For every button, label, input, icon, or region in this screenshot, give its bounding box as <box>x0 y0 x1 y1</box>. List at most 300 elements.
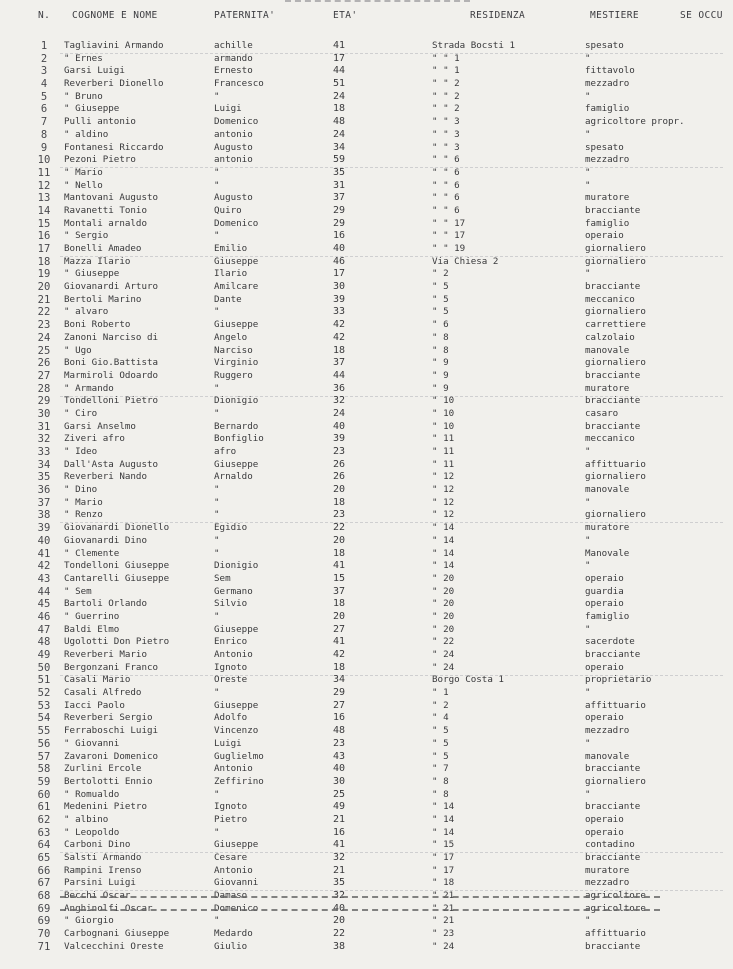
row-trade: agricoltore propr. <box>585 116 685 128</box>
row-age: 40 <box>333 243 346 254</box>
row-trade: " <box>585 128 591 140</box>
row-age: 30 <box>333 775 346 787</box>
row-paternity: Zeffirino <box>214 775 264 787</box>
row-age: 18 <box>333 496 346 508</box>
row-name: " Sem <box>64 585 92 597</box>
row-number: 25 <box>37 344 51 357</box>
row-paternity: Ignoto <box>214 801 248 813</box>
row-age: 34 <box>333 674 346 686</box>
row-trade: affittuario <box>585 699 646 711</box>
row-residence: " 9 <box>432 357 449 369</box>
row-residence: " 12 <box>432 471 455 483</box>
row-trade: contadino <box>585 839 635 851</box>
row-paternity: " <box>214 915 220 927</box>
row-trade: proprietario <box>585 674 652 686</box>
register-row <box>0 357 733 370</box>
row-number: 71 <box>37 940 51 953</box>
row-residence: " 5 <box>432 293 449 305</box>
row-number: 66 <box>37 864 51 877</box>
row-paternity: Angelo <box>214 331 248 343</box>
row-residence: " 17 <box>432 852 455 863</box>
row-paternity: Cesare <box>214 852 248 863</box>
row-paternity: Ruggero <box>214 369 253 381</box>
row-residence: " 22 <box>432 636 455 648</box>
row-residence: " " 6 <box>432 192 460 204</box>
row-number: 9 <box>40 141 48 154</box>
register-row <box>0 129 733 142</box>
register-row <box>0 839 733 852</box>
row-residence: " " 6 <box>432 154 460 166</box>
row-trade: " <box>585 90 591 102</box>
row-paternity: Francesco <box>214 78 264 90</box>
row-number: 7 <box>40 116 48 129</box>
row-residence: " " 3 <box>432 116 460 128</box>
row-age: 35 <box>333 166 346 178</box>
row-trade: spesato <box>585 40 624 51</box>
register-row <box>0 40 733 53</box>
row-residence: " 5 <box>432 306 449 318</box>
row-number: 12 <box>37 179 51 192</box>
row-age: 20 <box>333 484 346 496</box>
row-trade: " <box>585 166 591 178</box>
row-age: 24 <box>333 128 346 140</box>
row-name: Ravanetti Tonio <box>64 204 147 216</box>
row-name: " Mario <box>64 496 103 508</box>
row-number: 10 <box>37 154 51 167</box>
row-trade: carrettiere <box>585 319 646 331</box>
row-name: Carboni Dino <box>64 839 131 851</box>
register-row <box>0 915 733 928</box>
row-number: 14 <box>37 204 51 217</box>
register-row <box>0 890 733 903</box>
row-name: Baldi Elmo <box>64 623 120 635</box>
row-residence: " 10 <box>432 395 455 407</box>
row-name: Reverberi Sergio <box>64 712 153 724</box>
row-name: " Giuseppe <box>64 103 120 115</box>
row-name: " alvaro <box>64 306 109 318</box>
row-number: 16 <box>37 230 51 243</box>
row-age: 39 <box>333 433 346 445</box>
row-trade: bracciante <box>585 420 641 432</box>
row-trade: " <box>585 623 591 635</box>
row-number: 19 <box>37 268 51 281</box>
row-trade: " <box>585 560 591 572</box>
row-age: 37 <box>333 192 346 204</box>
row-name: " Clemente <box>64 547 120 559</box>
row-trade: bracciante <box>585 204 641 216</box>
row-paternity: " <box>214 496 220 508</box>
row-name: Marmiroli Odoardo <box>64 369 159 381</box>
row-paternity: Narciso <box>214 344 253 356</box>
row-residence: Borgo Costa 1 <box>432 674 504 686</box>
row-number: 30 <box>37 407 51 420</box>
row-paternity: Bernardo <box>214 420 259 432</box>
row-name: " Nello <box>64 179 103 191</box>
register-row <box>0 218 733 231</box>
row-name: " aldino <box>64 128 109 140</box>
register-row <box>0 700 733 713</box>
row-trade: bracciante <box>585 763 641 775</box>
row-trade: " <box>585 687 591 699</box>
row-paternity: Silvio <box>214 598 248 610</box>
row-number: 13 <box>37 192 51 205</box>
row-paternity: Giuseppe <box>214 255 259 267</box>
row-age: 18 <box>333 598 346 610</box>
row-trade: affittuario <box>585 458 646 470</box>
row-residence: " 20 <box>432 610 455 622</box>
row-paternity: Antonio <box>214 763 253 775</box>
row-paternity: Giuseppe <box>214 458 259 470</box>
row-name: Reverberi Mario <box>64 649 147 660</box>
row-age: 17 <box>333 52 346 64</box>
row-trade: casaro <box>585 407 619 419</box>
row-age: 26 <box>333 458 346 470</box>
row-paternity: Damaso <box>214 890 248 902</box>
register-row <box>0 471 733 484</box>
row-paternity: " <box>214 382 220 394</box>
register-row <box>0 509 733 522</box>
row-name: Tagliavini Armando <box>64 40 164 51</box>
row-trade: bracciante <box>585 281 641 293</box>
row-trade: muratore <box>585 192 630 204</box>
row-number: 5 <box>40 90 48 103</box>
row-age: 25 <box>333 788 346 800</box>
row-number: 38 <box>37 509 51 522</box>
row-name: " Ciro <box>64 407 98 419</box>
register-row <box>0 789 733 802</box>
row-trade: manovale <box>585 750 630 762</box>
row-residence: " 20 <box>432 623 455 635</box>
register-row <box>0 180 733 193</box>
register-row <box>0 662 733 675</box>
row-name: " Ugo <box>64 344 92 356</box>
register-row <box>0 78 733 91</box>
row-number: 68 <box>37 890 51 903</box>
row-age: 46 <box>333 255 346 267</box>
row-number: 56 <box>37 737 51 750</box>
row-number: 48 <box>37 636 51 649</box>
row-age: 20 <box>333 534 346 546</box>
strikethrough-line <box>60 896 660 898</box>
row-number: 3 <box>40 65 48 78</box>
row-paternity: Antonio <box>214 864 253 876</box>
register-row <box>0 903 733 916</box>
row-age: 41 <box>333 839 346 851</box>
row-trade: giornaliero <box>585 243 646 254</box>
register-row <box>0 205 733 218</box>
row-residence: " 14 <box>432 826 455 838</box>
row-name: " Renzo <box>64 509 103 521</box>
row-residence: " " 2 <box>432 90 460 102</box>
row-paternity: " <box>214 687 220 699</box>
row-name: Reverberi Dionello <box>64 78 164 90</box>
row-trade: guardia <box>585 585 624 597</box>
row-paternity: Ignoto <box>214 661 248 673</box>
register-row <box>0 624 733 637</box>
row-residence: " 8 <box>432 331 449 343</box>
register-row <box>0 91 733 104</box>
row-trade: " <box>585 915 591 927</box>
row-number: 40 <box>37 534 51 547</box>
row-age: 29 <box>333 217 346 229</box>
row-trade: operaio <box>585 813 624 825</box>
row-age: 31 <box>333 179 346 191</box>
row-name: Boni Gio.Battista <box>64 357 159 369</box>
row-name: Parsini Luigi <box>64 877 136 889</box>
row-name: Rampini Irenso <box>64 864 142 876</box>
row-number: 42 <box>37 560 51 573</box>
row-paternity: " <box>214 306 220 318</box>
column-header-row <box>0 10 733 24</box>
register-row <box>0 852 733 865</box>
row-trade: sacerdote <box>585 636 635 648</box>
register-row <box>0 865 733 878</box>
row-age: 17 <box>333 268 346 280</box>
row-residence: " 14 <box>432 801 455 813</box>
header-paternity: PATERNITA' <box>214 10 276 21</box>
row-name: " Guerrino <box>64 610 120 622</box>
register-row <box>0 383 733 396</box>
register-row <box>0 928 733 941</box>
row-number: 62 <box>37 813 51 826</box>
row-residence: " 24 <box>432 940 455 952</box>
row-number: 47 <box>37 623 51 636</box>
row-paternity: Giuseppe <box>214 839 259 851</box>
row-trade: giornaliero <box>585 775 646 787</box>
row-number: 28 <box>37 382 51 395</box>
row-age: 32 <box>333 852 346 863</box>
row-number: 24 <box>37 331 51 344</box>
register-row <box>0 674 733 687</box>
row-name: " Giorgio <box>64 915 114 927</box>
row-age: 41 <box>333 636 346 648</box>
register-row <box>0 319 733 332</box>
row-paternity: " <box>214 534 220 546</box>
row-age: 30 <box>333 281 346 293</box>
row-number: 31 <box>37 420 51 433</box>
row-trade: famiglio <box>585 610 630 622</box>
row-paternity: Dionigio <box>214 560 259 572</box>
row-trade: fittavolo <box>585 65 635 77</box>
register-row <box>0 154 733 167</box>
register-row <box>0 192 733 205</box>
row-residence: " 10 <box>432 407 455 419</box>
row-trade: bracciante <box>585 940 641 952</box>
row-age: 16 <box>333 826 346 838</box>
row-paternity: " <box>214 610 220 622</box>
row-paternity: Domenico <box>214 116 259 128</box>
register-row <box>0 345 733 358</box>
row-name: Salsti Armando <box>64 852 142 863</box>
row-age: 20 <box>333 610 346 622</box>
row-age: 40 <box>333 420 346 432</box>
row-residence: " 24 <box>432 661 455 673</box>
row-residence: " 2 <box>432 268 449 280</box>
row-age: 34 <box>333 141 346 153</box>
row-paternity: Arnaldo <box>214 471 253 483</box>
header-residence: RESIDENZA <box>470 10 526 21</box>
row-residence: " 11 <box>432 433 455 445</box>
row-name: Bergonzani Franco <box>64 661 159 673</box>
register-row <box>0 294 733 307</box>
row-paternity: Luigi <box>214 737 242 749</box>
row-trade: muratore <box>585 382 630 394</box>
row-age: 48 <box>333 725 346 737</box>
row-paternity: Egidio <box>214 522 248 534</box>
register-row <box>0 395 733 408</box>
register-row <box>0 116 733 129</box>
row-number: 41 <box>37 547 51 560</box>
row-number: 57 <box>37 750 51 763</box>
register-row <box>0 573 733 586</box>
row-trade: Manovale <box>585 547 630 559</box>
row-trade: mezzadro <box>585 154 630 166</box>
row-residence: " 7 <box>432 763 449 775</box>
row-trade: spesato <box>585 141 624 153</box>
register-row <box>0 142 733 155</box>
register-row <box>0 801 733 814</box>
row-name: Boni Roberto <box>64 319 131 331</box>
row-name: Garsi Anselmo <box>64 420 136 432</box>
row-age: 18 <box>333 344 346 356</box>
row-age: 22 <box>333 522 346 534</box>
register-row <box>0 586 733 599</box>
row-residence: " 10 <box>432 420 455 432</box>
row-age: 35 <box>333 877 346 889</box>
row-trade: " <box>585 179 591 191</box>
register-row <box>0 446 733 459</box>
row-age: 41 <box>333 560 346 572</box>
row-age: 51 <box>333 78 346 90</box>
row-residence: " 6 <box>432 319 449 331</box>
row-residence: " 11 <box>432 446 455 457</box>
row-number: 23 <box>37 319 51 332</box>
row-name: Montali arnaldo <box>64 217 147 229</box>
register-row <box>0 484 733 497</box>
row-name: Carbognani Giuseppe <box>64 928 170 940</box>
row-trade: " <box>585 788 591 800</box>
register-row <box>0 598 733 611</box>
row-paternity: Luigi <box>214 103 242 115</box>
row-trade: giornaliero <box>585 509 646 521</box>
row-paternity: Giovanni <box>214 877 259 889</box>
row-paternity: Germano <box>214 585 253 597</box>
row-paternity: Emilio <box>214 243 248 254</box>
row-trade: bracciante <box>585 395 641 407</box>
register-row <box>0 497 733 510</box>
row-residence: " 12 <box>432 496 455 508</box>
row-age: 42 <box>333 649 346 660</box>
row-paternity: Augusto <box>214 192 253 204</box>
row-age: 40 <box>333 902 346 914</box>
register-row <box>0 167 733 180</box>
row-trade: affittuario <box>585 928 646 940</box>
row-name: Anghinolfi Oscar <box>64 902 153 914</box>
register-row <box>0 827 733 840</box>
row-age: 26 <box>333 471 346 483</box>
row-name: Dall'Asta Augusto <box>64 458 159 470</box>
row-residence: " 14 <box>432 560 455 572</box>
row-paternity: Guglielmo <box>214 750 264 762</box>
row-trade: bracciante <box>585 801 641 813</box>
row-age: 29 <box>333 687 346 699</box>
row-trade: giornaliero <box>585 471 646 483</box>
row-age: 23 <box>333 509 346 521</box>
register-row <box>0 256 733 269</box>
row-paternity: Medardo <box>214 928 253 940</box>
row-name: Valcecchini Oreste <box>64 940 164 952</box>
row-paternity: armando <box>214 52 253 64</box>
row-number: 63 <box>37 826 51 839</box>
register-row <box>0 560 733 573</box>
row-name: Zavaroni Domenico <box>64 750 159 762</box>
row-residence: " 1 <box>432 687 449 699</box>
register-row <box>0 459 733 472</box>
row-number: 69 <box>37 902 51 915</box>
row-name: Bonelli Amadeo <box>64 243 142 254</box>
row-residence: " " 6 <box>432 204 460 216</box>
row-name: Ferraboschi Luigi <box>64 725 159 737</box>
row-paternity: Amilcare <box>214 281 259 293</box>
header-name: COGNOME E NOME <box>72 10 158 21</box>
row-residence: " 4 <box>432 712 449 724</box>
register-row <box>0 433 733 446</box>
row-name: Fontanesi Riccardo <box>64 141 164 153</box>
row-paternity: Sem <box>214 572 231 584</box>
row-trade: operaio <box>585 230 624 242</box>
row-age: 18 <box>333 547 346 559</box>
row-paternity: Giuseppe <box>214 699 259 711</box>
row-trade: meccanico <box>585 293 635 305</box>
register-row <box>0 53 733 66</box>
row-paternity: Ernesto <box>214 65 253 77</box>
register-row <box>0 243 733 256</box>
row-residence: " " 1 <box>432 65 460 77</box>
row-age: 32 <box>333 890 346 902</box>
row-trade: famiglio <box>585 103 630 115</box>
row-name: Bertoli Marino <box>64 293 142 305</box>
header-occupation: SE OCCU <box>680 10 723 21</box>
row-paternity: Adolfo <box>214 712 248 724</box>
row-number: 6 <box>40 103 48 116</box>
row-paternity: afro <box>214 446 237 457</box>
row-number: 53 <box>37 699 51 712</box>
row-residence: " 8 <box>432 775 449 787</box>
row-residence: " 12 <box>432 484 455 496</box>
row-residence: " 5 <box>432 737 449 749</box>
row-name: " Ernes <box>64 52 103 64</box>
row-paternity: " <box>214 788 220 800</box>
row-trade: " <box>585 52 591 64</box>
row-trade: agricoltore <box>585 902 646 914</box>
row-number: 27 <box>37 369 51 382</box>
row-number: 45 <box>37 598 51 611</box>
row-residence: " " 6 <box>432 166 460 178</box>
row-paternity: " <box>214 230 220 242</box>
register-row <box>0 941 733 954</box>
row-number: 37 <box>37 496 51 509</box>
row-age: 18 <box>333 103 346 115</box>
row-number: 46 <box>37 610 51 623</box>
row-paternity: " <box>214 90 220 102</box>
row-number: 34 <box>37 458 51 471</box>
register-row <box>0 332 733 345</box>
row-residence: " 21 <box>432 915 455 927</box>
row-paternity: Enrico <box>214 636 248 648</box>
row-paternity: Dionigio <box>214 395 259 407</box>
row-number: 52 <box>37 687 51 700</box>
row-age: 39 <box>333 293 346 305</box>
